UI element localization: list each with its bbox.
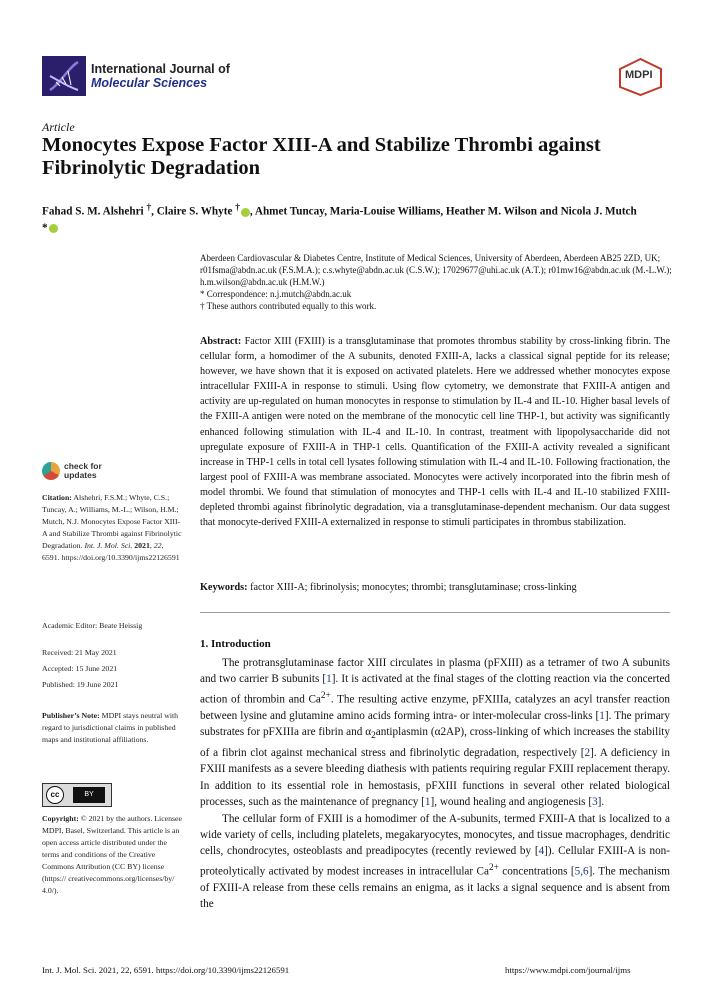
paragraph: The cellular form of FXIII is a homodimer of the A-subunits, termed FXIII-A that is localized to a wide variety of cells, including platelets, megakaryocytes, monocytes, and tissue macrophages, dendritic cells, chondrocytes, osteoblasts and preadipocytes (recently reviewed by [4]). Cellular FXIII-A is non-proteolytically activated by modest increases in intracellular $Ca^{2+}$ concentrations [5,6]. The mechanism of FXIII-A release from these cells remains an enigma, as it lacks a signal sequence and is absent from the	[200, 812, 670, 911]
keywords-text: factor XIII-A; fibrinolysis; monocytes; thrombi; transglutaminase; cross-linking	[250, 582, 577, 593]
equal-contribution-note: † These authors contributed equally to this work.	[200, 301, 377, 311]
journal-name	[91, 62, 230, 90]
citation-note: Citation: Alshehri, F.S.M.; Whyte, C.S.; Tuncay, A.; Williams, M.-L.; Wilson, H.M.; Mutch, N.J. Monocytes Expose Factor XIII-A and Stabilize Thrombi against Fibrinolytic Degradation. Int. J. Mol. Sci. 2021, 22, 6591. https://doi.org/10.3390/ijms22126591	[42, 493, 182, 562]
copyright-note: Copyright: © 2021 by the authors. Licensee MDPI, Basel, Switzerland. This article is an open access article distributed under the terms and conditions of the Creative Commons Attribution (CC BY) license (https:// creativecommons.org/licenses/by/ 4.0/).	[42, 814, 182, 895]
mdpi-logo-text: MDPI	[625, 69, 653, 81]
published-date: Published: 19 June 2021	[42, 680, 119, 689]
check-for-updates-button[interactable]	[42, 462, 112, 482]
publishers-note: Publisher’s Note: MDPI stays neutral with regard to jurisdictional claims in published maps and institutional affiliations.	[42, 711, 179, 744]
academic-editor: Academic Editor: Beate Heissig	[42, 621, 143, 630]
journal-name-line1: International Journal of	[91, 62, 230, 76]
received-date: Received: 21 May 2021	[42, 648, 117, 657]
by-icon: BY	[73, 787, 105, 803]
keywords	[200, 581, 670, 595]
journal-name-line2: Molecular Sciences	[91, 76, 208, 90]
article-title: Monocytes Expose Factor XIII-A and Stabilize Thrombi against Fibrinolytic Degradation	[42, 134, 601, 179]
mdpi-logo	[618, 58, 663, 96]
cc-by-license-badge[interactable]	[42, 783, 112, 807]
section-heading: 1. Introduction	[200, 638, 271, 650]
abstract	[200, 334, 670, 530]
abstract-text: Factor XIII (FXIII) is a transglutaminase that promotes thrombus stability by cross-linking fibrin. The cellular form, a homodimer of the A subunits, denoted FXIII-A, lacks a classical signal peptide for its release; however, we have shown that it is exposed on activated platelets. Here we addressed whether monocytes expose intracellular FXIII-A in response to stimuli. Using flow cytometry, we demonstrate that FXIII-A antigen and activity are up-regulated on human monocytes in response to stimulation by IL-4 and IL-10. Higher basal levels of the FXIII-A antigen were noted on the membrane of the monocytic cell line THP-1, but activity was significantly enhanced following stimulation with IL-4 and IL-10. In contrast, treatment with lipopolysaccharide did not upregulate exposure of FXIII-A in THP-1 cells. Quantification of the FXIII-A activity revealed a significant increase in THP-1 cells in total cell lysates following stimulation with IL-4 and IL-10. Following fractionation, the largest pool of FXIII-A was membrane associated. Monocytes were actively incorporated into the fibrin mesh of model thrombi. We found that stimulation of monocytes and THP-1 cells with IL-4 and IL-10 stabilized FXIII-depleted thrombi against fibrinolytic degradation, via a transglutaminase-dependent mechanism. Our data suggest that monocyte-derived FXIII-A externalized in response to stimuli participates in thrombus stabilization.	[200, 336, 670, 529]
check-updates-label-2: updates	[64, 470, 97, 480]
abstract-label: Abstract:	[200, 336, 242, 347]
check-updates-icon	[42, 462, 60, 480]
journal-logo	[42, 56, 86, 96]
body-text	[200, 655, 670, 913]
article-type: Article	[42, 120, 75, 134]
paragraph: The protransglutaminase factor XIII circulates in plasma (pFXIII) as a tetramer of two A subunits and two carrier B subunits [1]. It is activated at the final stages of the clotting reaction via the concerted action of thrombin and $Ca^{2+}$. The resulting active enzyme, pFXIIIa, catalyzes an acyl transfer reaction between lysine and glutamine amino acids forming intra- or inter-molecular cross-links [1]. The primary substrates for pFXIIIa are fibrin and $\alpha_2antiplasmin$ (α2AP), cross-linking of which increases the stability of a fibrin clot against mechanical stress and fibrinolytic degradation, respectively [2]. A deficiency in FXIII manifests as a severe bleeding diathesis with patients requiring regular FXIII replacement therapy. In addition to its essential role in hemostasis, pFXIII functions in several other related biological processes, such as the maintenance of pregnancy [1], wound healing and angiogenesis [3].	[200, 657, 671, 809]
section-divider	[200, 612, 670, 613]
accepted-date: Accepted: 15 June 2021	[42, 664, 118, 673]
correspondence-note: * Correspondence: n.j.mutch@abdn.ac.uk	[200, 289, 352, 299]
affiliation-block	[200, 252, 675, 312]
cc-icon: cc	[46, 786, 64, 804]
dna-icon	[42, 56, 86, 96]
keywords-label: Keywords:	[200, 582, 248, 593]
author-list: Fahad S. M. Alshehri †, Claire S. Whyte † , Ahmet Tuncay, Maria-Louise Williams, Heather M. Wilson and Nicola J. Mutch *	[42, 203, 637, 234]
footer-citation: Int. J. Mol. Sci. 2021, 22, 6591. https://doi.org/10.3390/ijms22126591	[42, 965, 290, 975]
dates-block	[42, 647, 182, 691]
affiliation-text: Aberdeen Cardiovascular & Diabetes Centre, Institute of Medical Sciences, University of Aberdeen, Aberdeen AB25 2ZD, UK; r01fsma@abdn.ac.uk (F.S.M.A.); c.s.whyte@abdn.ac.uk (C.S.W.); 17029677@uhi.ac.uk (A.T.); r01mw16@abdn.ac.uk (M.-L.W.); h.m.wilson@abdn.ac.uk (H.M.W.)	[200, 253, 672, 287]
footer-journal-url[interactable]: https://www.mdpi.com/journal/ijms	[505, 965, 631, 975]
check-updates-label-1: check for	[64, 461, 102, 471]
